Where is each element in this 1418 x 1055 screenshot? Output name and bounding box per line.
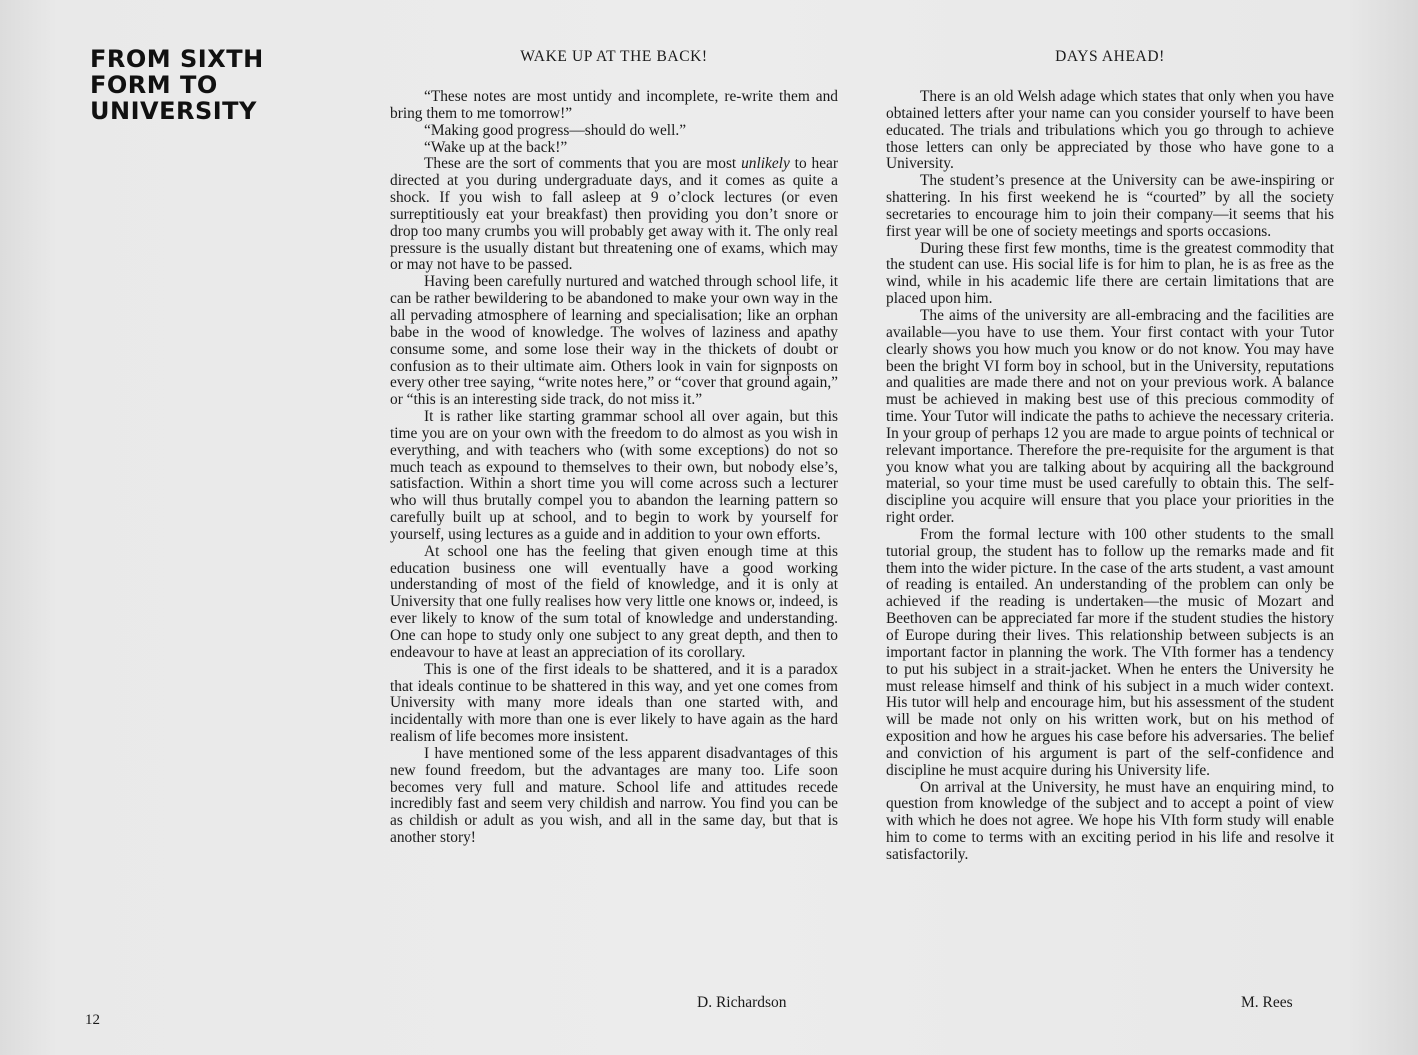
article-paragraph: It is rather like starting grammar school all over again, but this time you are on your own with the freedom to do almost as you wish in everything, and with teachers who (with some exceptions) do not so much teach as expound to themselves to their own, but nobody else’s, satisfaction. Within a short time you will come across such a lecturer who will thus brutally compel you to abandon the learning pattern so carefully built up at school, and to begin to work by yourself for yourself, using lectures as a guide and in addition to your own efforts. bbox=[390, 408, 838, 543]
article-wake-up bbox=[390, 48, 838, 847]
page-title-line: FORM TO bbox=[90, 71, 218, 99]
article-paragraph: “Wake up at the back!” bbox=[424, 138, 568, 156]
page-title-line: FROM SIXTH bbox=[90, 45, 264, 73]
article-paragraph: These are the sort of comments that you are most unlikely to hear directed at you during undergraduate days, and it comes as quite a shock. If you wish to fall asleep at 9 o’clock lectures (or even surreptitiously eat your breakfast) then providing you don’t snore or drop too many crumbs you will probably get away with it. The only real pressure is the usually distant but threatening one of exams, which may or may not have to be passed. bbox=[390, 155, 838, 274]
article-paragraph: This is one of the first ideals to be shattered, and it is a paradox that ideals continue to be shattered in this way, and yet one comes from University with many more ideals than one started with, and incidentally with more than one is ever likely to have again as the hard realism of life becomes more insistent. bbox=[390, 660, 838, 746]
article-paragraph: During these first few months, time is the greatest commodity that the student can use. His social life is for him to plan, he is as free as the wind, while in his academic life there are certain limitations that are placed upon him. bbox=[886, 239, 1334, 308]
article-paragraph: At school one has the feeling that given enough time at this education business one will eventually have a good working understanding of most of the field of knowledge, and it is only at University that one fully realises how very little one knows or, indeed, is ever likely to know of the sum total of knowledge and understanding. One can hope to study only one subject to any great depth, and then to endeavour to have at least an appreciation of its corollary. bbox=[390, 542, 838, 661]
article-paragraph: On arrival at the University, he must have an enquiring mind, to question from knowledge of the subject and to accept a point of view with which he does not agree. We hope his VIth form study will enable him to come to terms with an exciting period in his life and resolve it satisfactorily. bbox=[886, 778, 1334, 863]
emphasis: unlikely bbox=[741, 155, 790, 173]
article-paragraph: From the formal lecture with 100 other students to the small tutorial group, the student has to follow up the remarks made and fit them into the wider picture. In the case of the arts student, a vast amount of reading is entailed. An understanding of the problem can only be achieved if the reading is undertaken—the music of Mozart and Beethoven can be appreciated far more if the student studies the history of Europe during their lives. This relationship between subjects is an important factor in planning the work. The VIth former has a tendency to put his subject in a strait-jacket. When he enters the University he must release himself and think of his subject in a much wider context. His tutor will help and encourage him, but his assessment of the student will be made not only on his written work, but on his method of exposition and how he argues his case before his adversaries. The belief and conviction of his argument is part of the self-confidence and discipline he must acquire during his University life. bbox=[886, 525, 1334, 779]
article-heading: WAKE UP AT THE BACK! bbox=[520, 48, 708, 65]
article-paragraph: I have mentioned some of the less apparent disadvantages of this new found freedom, but the advantages are many too. Life soon becomes very full and mature. School life and attitudes recede incredibly fast and seem very childish and narrow. You find you can be as childish or adult as you wish, and all in the same day, but that is another story! bbox=[390, 744, 838, 847]
article-heading: DAYS AHEAD! bbox=[1055, 48, 1165, 65]
article-paragraph: There is an old Welsh adage which states that only when you have obtained letters after your name can you consider yourself to have been educated. The trials and tribulations which you go through to achieve those letters can only be appreciated by those who have gone to a University. bbox=[886, 88, 1334, 173]
article-byline: M. Rees bbox=[1241, 994, 1293, 1011]
article-days-ahead bbox=[886, 48, 1334, 864]
page-number: 12 bbox=[85, 1012, 100, 1028]
page-title-line: UNIVERSITY bbox=[90, 97, 257, 125]
article-paragraph: The aims of the university are all-embracing and the facilities are available—you have to use them. Your first contact with your Tutor clearly shows you how much you know or do not know. You may have been the bright VI form boy in school, but in the University, reputations and qualities are made there and not on your previous work. A balance must be achieved in making best use of this precious commodity of time. Your Tutor will indicate the paths to achieve the necessary criteria. In your group of perhaps 12 you are made to argue points of technical or relevant importance. Therefore the pre-requisite for the argument is that you know what you are talking about by acquiring all the background material, so your time must be used carefully to obtain this. The self-discipline you acquire will ensure that you place your priorities in the right order. bbox=[886, 306, 1334, 527]
article-paragraph: “Making good progress—should do well.” bbox=[424, 121, 687, 139]
page-title bbox=[90, 46, 320, 124]
article-paragraph: “These notes are most untidy and incomplete, re-write them and bring them to me tomorrow!” bbox=[390, 88, 838, 122]
article-paragraph: Having been carefully nurtured and watched through school life, it can be rather bewildering to be abandoned to make your own way in the all pervading atmosphere of learning and specialisation; like an orphan babe in the wood of knowledge. The wolves of laziness and apathy consume some, and some lose their way in the thickets of doubt or confusion as to their ultimate aim. Others look in vain for signposts on every other tree saying, “write notes here,” or “cover that ground again,” or “this is an interesting side track, do not miss it.” bbox=[390, 273, 838, 409]
article-paragraph: The student’s presence at the University can be awe-inspiring or shattering. In his first weekend he is “courted” by all the society secretaries to encourage him to join their company—it seems that his first year will be one of society meetings and sports occasions. bbox=[886, 172, 1334, 240]
article-byline: D. Richardson bbox=[697, 994, 787, 1011]
